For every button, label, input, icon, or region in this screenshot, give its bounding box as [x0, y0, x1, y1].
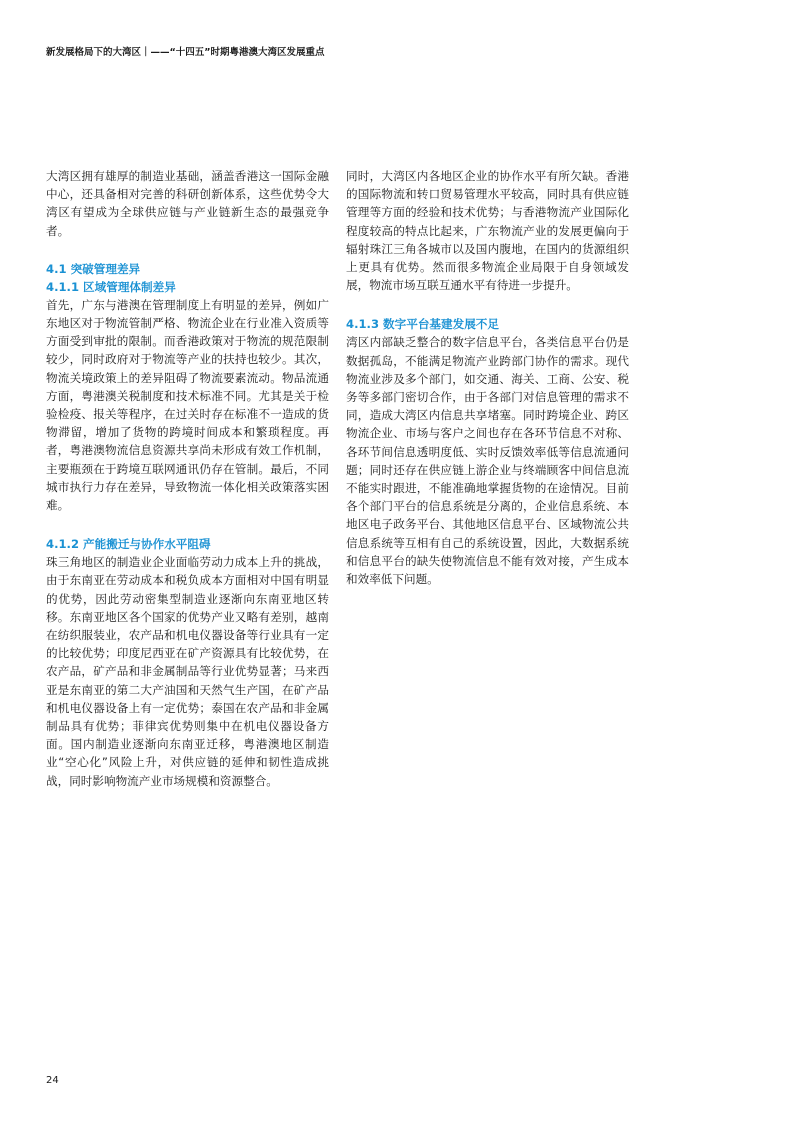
section-4-1-3-heading: 4.1.3 数字平台基建发展不足 [346, 317, 499, 332]
continuation-paragraph: 同时，大湾区内各地区企业的协作水平有所欠缺。香港的国际物流和转口贸易管理水平较高，同时具有供应链管理等方面的经验和技术优势；与香港物流产业国际化程度较高的特点比起来，广东物流产业的发展更偏向于辐射珠江三角各城市以及国内腹地，在国内的货源组织上更具有优势。然而很多物流企业局限于自身领域发展，物流市场互联互通水平有待进一步提升。 [346, 169, 629, 293]
right-column [346, 167, 629, 588]
section-4-1-2-heading: 4.1.2 产能搬迁与协作水平阻碍 [46, 537, 211, 552]
section-4-1-1-heading: 4.1.1 区域管理体制差异 [46, 279, 176, 294]
left-column [46, 167, 329, 790]
section-4-1-heading: 4.1 突破管理差异 [46, 261, 141, 276]
running-header: 新发展格局下的大湾区｜——“十四五”时期粤港澳大湾区发展重点 [46, 47, 325, 58]
section-4-1-1-body: 首先，广东与港澳在管理制度上有明显的差异，例如广东地区对于物流管制严格、物流企业在行业准入资质等方面受到审批的限制。而香港政策对于物流的规范限制较少，同时政府对于物流等产业的扶持也较少。其次，物流关境政策上的差异阻碍了物流要素流动。物品流通方面，粤港澳关税制度和技术标准不同。尤其是关于检验检疫、报关等程序，在过关时存在标准不一造成的货物滞留，增加了货物的跨境时间成本和繁琐程度。再者，粤港澳物流信息资源共享尚未形成有效工作机制，主要瓶颈在于跨境互联网通讯仍存在管制。最后，不同城市执行力存在差异，导致物流一体化相关政策落实困难。 [46, 297, 329, 513]
section-4-1-2-body: 珠三角地区的制造业企业面临劳动力成本上升的挑战，由于东南亚在劳动成本和税负成本方面相对中国有明显的优势，因此劳动密集型制造业逐渐向东南亚地区转移。东南亚地区各个国家的优势产业又略有差别，越南在纺织服装业，农产品和机电仪器设备等行业具有一定的比较优势；印度尼西亚在矿产资源具有比较优势，在农产品，矿产品和非金属制品等行业优势显著；马来西亚是东南亚的第二大产油国和天然气生产国，在矿产品和机电仪器设备上有一定优势；泰国在农产品和非金属制品具有优势；菲律宾优势则集中在机电仪器设备方面。国内制造业逐渐向东南亚迁移，粤港澳地区制造业“空心化”风险上升，对供应链的延伸和韧性造成挑战，同时影响物流产业市场规模和资源整合。 [46, 555, 329, 788]
section-4-1-3-body: 湾区内部缺乏整合的数字信息平台，各类信息平台仍是数据孤岛，不能满足物流产业跨部门协作的需求。现代物流业涉及多个部门，如交通、海关、工商、公安、税务等多部门密切合作，由于各部门对信息管理的需求不同，造成大湾区内信息共享堵塞。同时跨境企业、跨区物流企业、市场与客户之间也存在各环节信息不对称、各环节间信息透明度低、实时反馈效率低等信息流通问题；同时还存在供应链上游企业与终端顾客中间信息流不能实时跟进，不能准确地掌握货物的在途情况。目前各个部门平台的信息系统是分离的，企业信息系统、本地区电子政务平台、其他地区信息平台、区域物流公共信息系统等互相有自己的系统设置，因此，大数据系统和信息平台的缺失使物流信息不能有效对接，产生成本和效率低下问题。 [346, 335, 629, 587]
intro-paragraph: 大湾区拥有雄厚的制造业基础，涵盖香港这一国际金融中心，还具备相对完善的科研创新体系，这些优势令大湾区有望成为全球供应链与产业链新生态的最强竞争者。 [46, 169, 329, 238]
page-number: 24 [46, 1075, 59, 1086]
